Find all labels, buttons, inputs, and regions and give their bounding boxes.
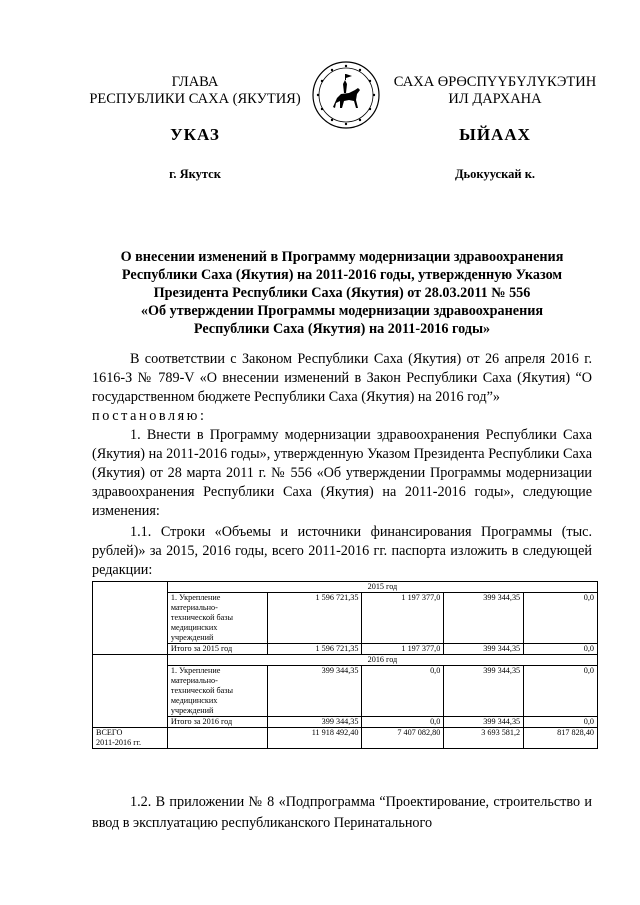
preamble-paragraph: В соответствии с Законом Республики Саха (Якутия) от 26 апреля 2016 г. 1616-З № 789-V «О внесении изменений в Закон Республики Саха (Якутия) “О государственном бюджете Республики Саха (Якутия) на 2016 год”» bbox=[92, 351, 592, 405]
table-cell bbox=[167, 728, 267, 749]
table-cell: 7 407 082,80 bbox=[362, 728, 444, 749]
year-2016-header: 2016 год bbox=[167, 655, 597, 666]
total-2016-label: Итого за 2016 год bbox=[167, 717, 267, 728]
table-cell: 1 197 377,0 bbox=[362, 593, 444, 644]
header-left-line1: ГЛАВА bbox=[171, 74, 219, 90]
place-sakha: Дьокуускай к. bbox=[454, 167, 536, 181]
table-row bbox=[93, 582, 598, 593]
row-label-2016: 1. Укрепление материально- технической базы медицинских учреждений bbox=[167, 666, 267, 717]
table-cell: 399 344,35 bbox=[267, 666, 362, 717]
table-cell: 0,0 bbox=[524, 666, 598, 717]
header-right-line2: ИЛ ДАРХАНА bbox=[448, 91, 542, 107]
table-cell: 399 344,35 bbox=[267, 717, 362, 728]
item-1-1-paragraph: 1.1. Строки «Объемы и источники финансирования Программы (тыс. рублей)» за 2015, 2016 годы, всего 2011-2016 гг. паспорта изложить в следующей редакции: bbox=[92, 524, 592, 578]
item-1-2-paragraph: 1.2. В приложении № 8 «Подпрограмма “Проектирование, строительство и ввод в эксплуатацию республиканского Перинатального bbox=[92, 794, 592, 831]
title-line: «Об утверждении Программы модернизации здравоохранения bbox=[140, 303, 544, 319]
header-right bbox=[380, 74, 610, 108]
year-2015-header: 2015 год bbox=[167, 582, 597, 593]
header-right-line1: САХА ӨРӨСПҮҮБҮЛҮКЭТИН bbox=[393, 74, 597, 90]
table-cell bbox=[93, 582, 168, 655]
title-line: Республики Саха (Якутия) на 2011-2016 годы» bbox=[193, 321, 491, 337]
table-row bbox=[93, 644, 598, 655]
table-cell: 399 344,35 bbox=[444, 666, 524, 717]
table-cell: 1 596 721,35 bbox=[267, 644, 362, 655]
title-line: Президента Республики Саха (Якутия) от 28.03.2011 № 556 bbox=[153, 285, 531, 301]
table-cell: 1 596 721,35 bbox=[267, 593, 362, 644]
table-cell bbox=[93, 655, 168, 728]
table-cell: 0,0 bbox=[524, 644, 598, 655]
doc-type-ru: УКАЗ bbox=[170, 125, 220, 144]
table-cell: 817 828,40 bbox=[524, 728, 598, 749]
table-cell: 399 344,35 bbox=[444, 717, 524, 728]
item-1-paragraph: 1. Внести в Программу модернизации здравоохранения Республики Саха (Якутия) на 2011-2016 годы», утвержденную Указом Президента Республики Саха (Якутия) от 28 марта 2011 г. № 556 «Об утверждении Программы модернизации здравоохранения Республики Саха (Якутия) на 2011-2016 годы», следующие изменения: bbox=[92, 427, 592, 519]
coat-of-arms-emblem bbox=[311, 60, 381, 130]
table-row bbox=[93, 593, 598, 644]
table-row bbox=[93, 717, 598, 728]
total-2015-label: Итого за 2015 год bbox=[167, 644, 267, 655]
table-cell: 0,0 bbox=[362, 717, 444, 728]
financing-table bbox=[92, 581, 598, 749]
table-cell: 0,0 bbox=[362, 666, 444, 717]
total-all-label: ВСЕГО 2011-2016 гг. bbox=[93, 728, 168, 749]
table-row bbox=[93, 666, 598, 717]
title-line: Республики Саха (Якутия) на 2011-2016 годы, утвержденную Указом bbox=[121, 267, 563, 283]
table-cell: 399 344,35 bbox=[444, 593, 524, 644]
row-label-2015: 1. Укрепление материально- технической базы медицинских учреждений bbox=[167, 593, 267, 644]
header-left-line2: РЕСПУБЛИКИ САХА (ЯКУТИЯ) bbox=[89, 91, 301, 107]
table-cell: 0,0 bbox=[524, 593, 598, 644]
table-cell: 399 344,35 bbox=[444, 644, 524, 655]
table-cell: 0,0 bbox=[524, 717, 598, 728]
header-left bbox=[80, 74, 310, 108]
table-row bbox=[93, 728, 598, 749]
decree-title bbox=[92, 248, 592, 338]
decree-word: постановляю: bbox=[92, 408, 207, 424]
table-cell: 11 918 492,40 bbox=[267, 728, 362, 749]
doc-type-sakha: ЫЙААХ bbox=[459, 125, 531, 144]
table-cell: 1 197 377,0 bbox=[362, 644, 444, 655]
table-row bbox=[93, 655, 598, 666]
table-cell: 3 693 581,2 bbox=[444, 728, 524, 749]
title-line: О внесении изменений в Программу модернизации здравоохранения bbox=[120, 249, 564, 265]
place-ru: г. Якутск bbox=[169, 167, 221, 181]
